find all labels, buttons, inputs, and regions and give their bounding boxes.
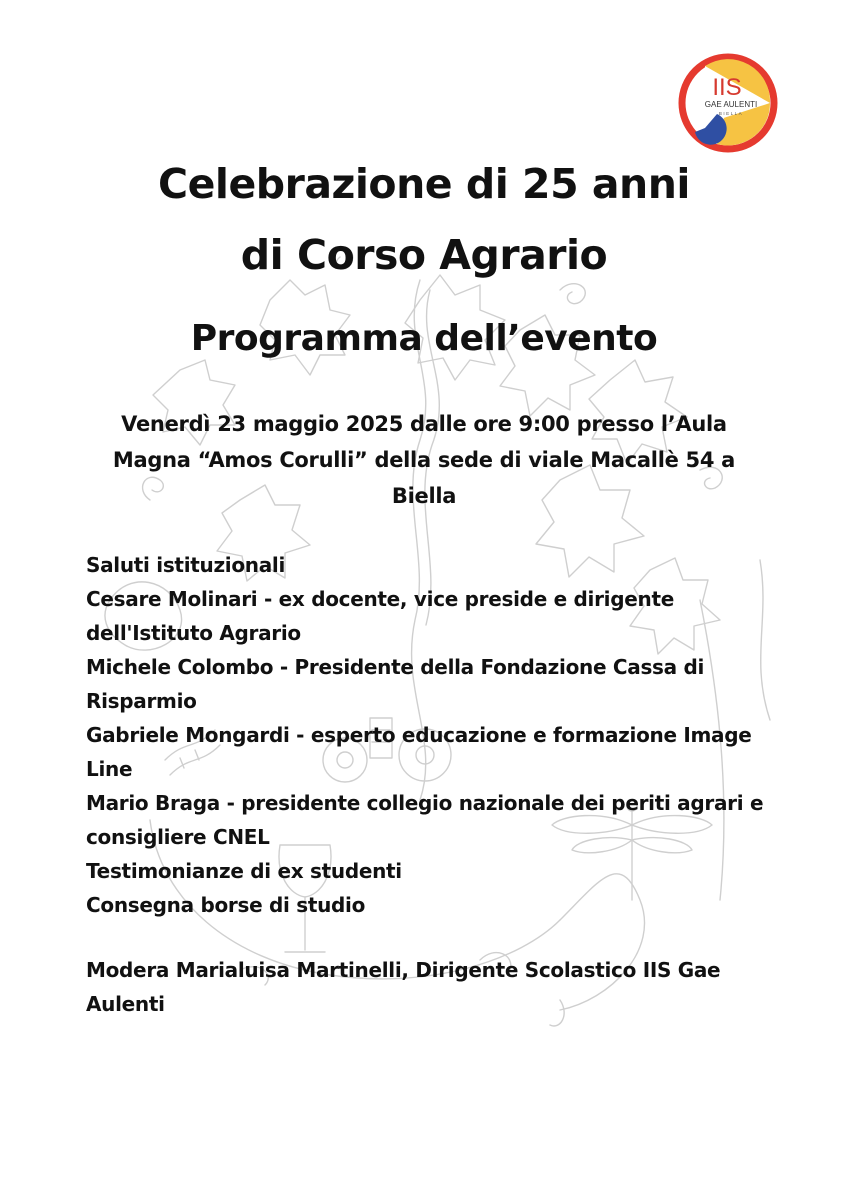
program-item: Cesare Molinari - ex docente, vice preside e dirigente dell'Istituto Agrario [86, 587, 674, 645]
subtitle: Programma dell’evento [190, 318, 658, 359]
program-item: Gabriele Mongardi - esperto educazione e formazione Image Line [86, 723, 752, 781]
school-logo [677, 52, 779, 154]
event-details-line-3: Biella [391, 484, 457, 508]
title-line-1: Celebrazione di 25 anni [158, 160, 690, 208]
program-item: Testimonianze di ex studenti [86, 859, 402, 883]
program-list [86, 548, 776, 922]
program-item: Saluti istituzionali [86, 553, 286, 577]
program-item: Michele Colombo - Presidente della Fondazione Cassa di Risparmio [86, 655, 705, 713]
svg-text:BIELLA: BIELLA [718, 111, 744, 116]
svg-text:IIS: IIS [712, 74, 742, 101]
title-line-2: di Corso Agrario [240, 231, 608, 279]
program-item: Mario Braga - presidente collegio nazionale dei periti agrari e consigliere CNEL [86, 791, 764, 849]
event-details-line-2: Magna “Amos Corulli” della sede di viale Macallè 54 a [112, 448, 736, 472]
program-item: Consegna borse di studio [86, 893, 366, 917]
event-details-line-1: Venerdì 23 maggio 2025 dalle ore 9:00 presso l’Aula [121, 412, 727, 436]
svg-text:GAE AULENTI: GAE AULENTI [704, 100, 758, 109]
iis-gae-aulenti-logo-icon [677, 52, 779, 154]
moderator-note: Modera Marialuisa Martinelli, Dirigente Scolastico IIS Gae Aulenti [86, 958, 721, 1016]
event-details [90, 406, 758, 514]
